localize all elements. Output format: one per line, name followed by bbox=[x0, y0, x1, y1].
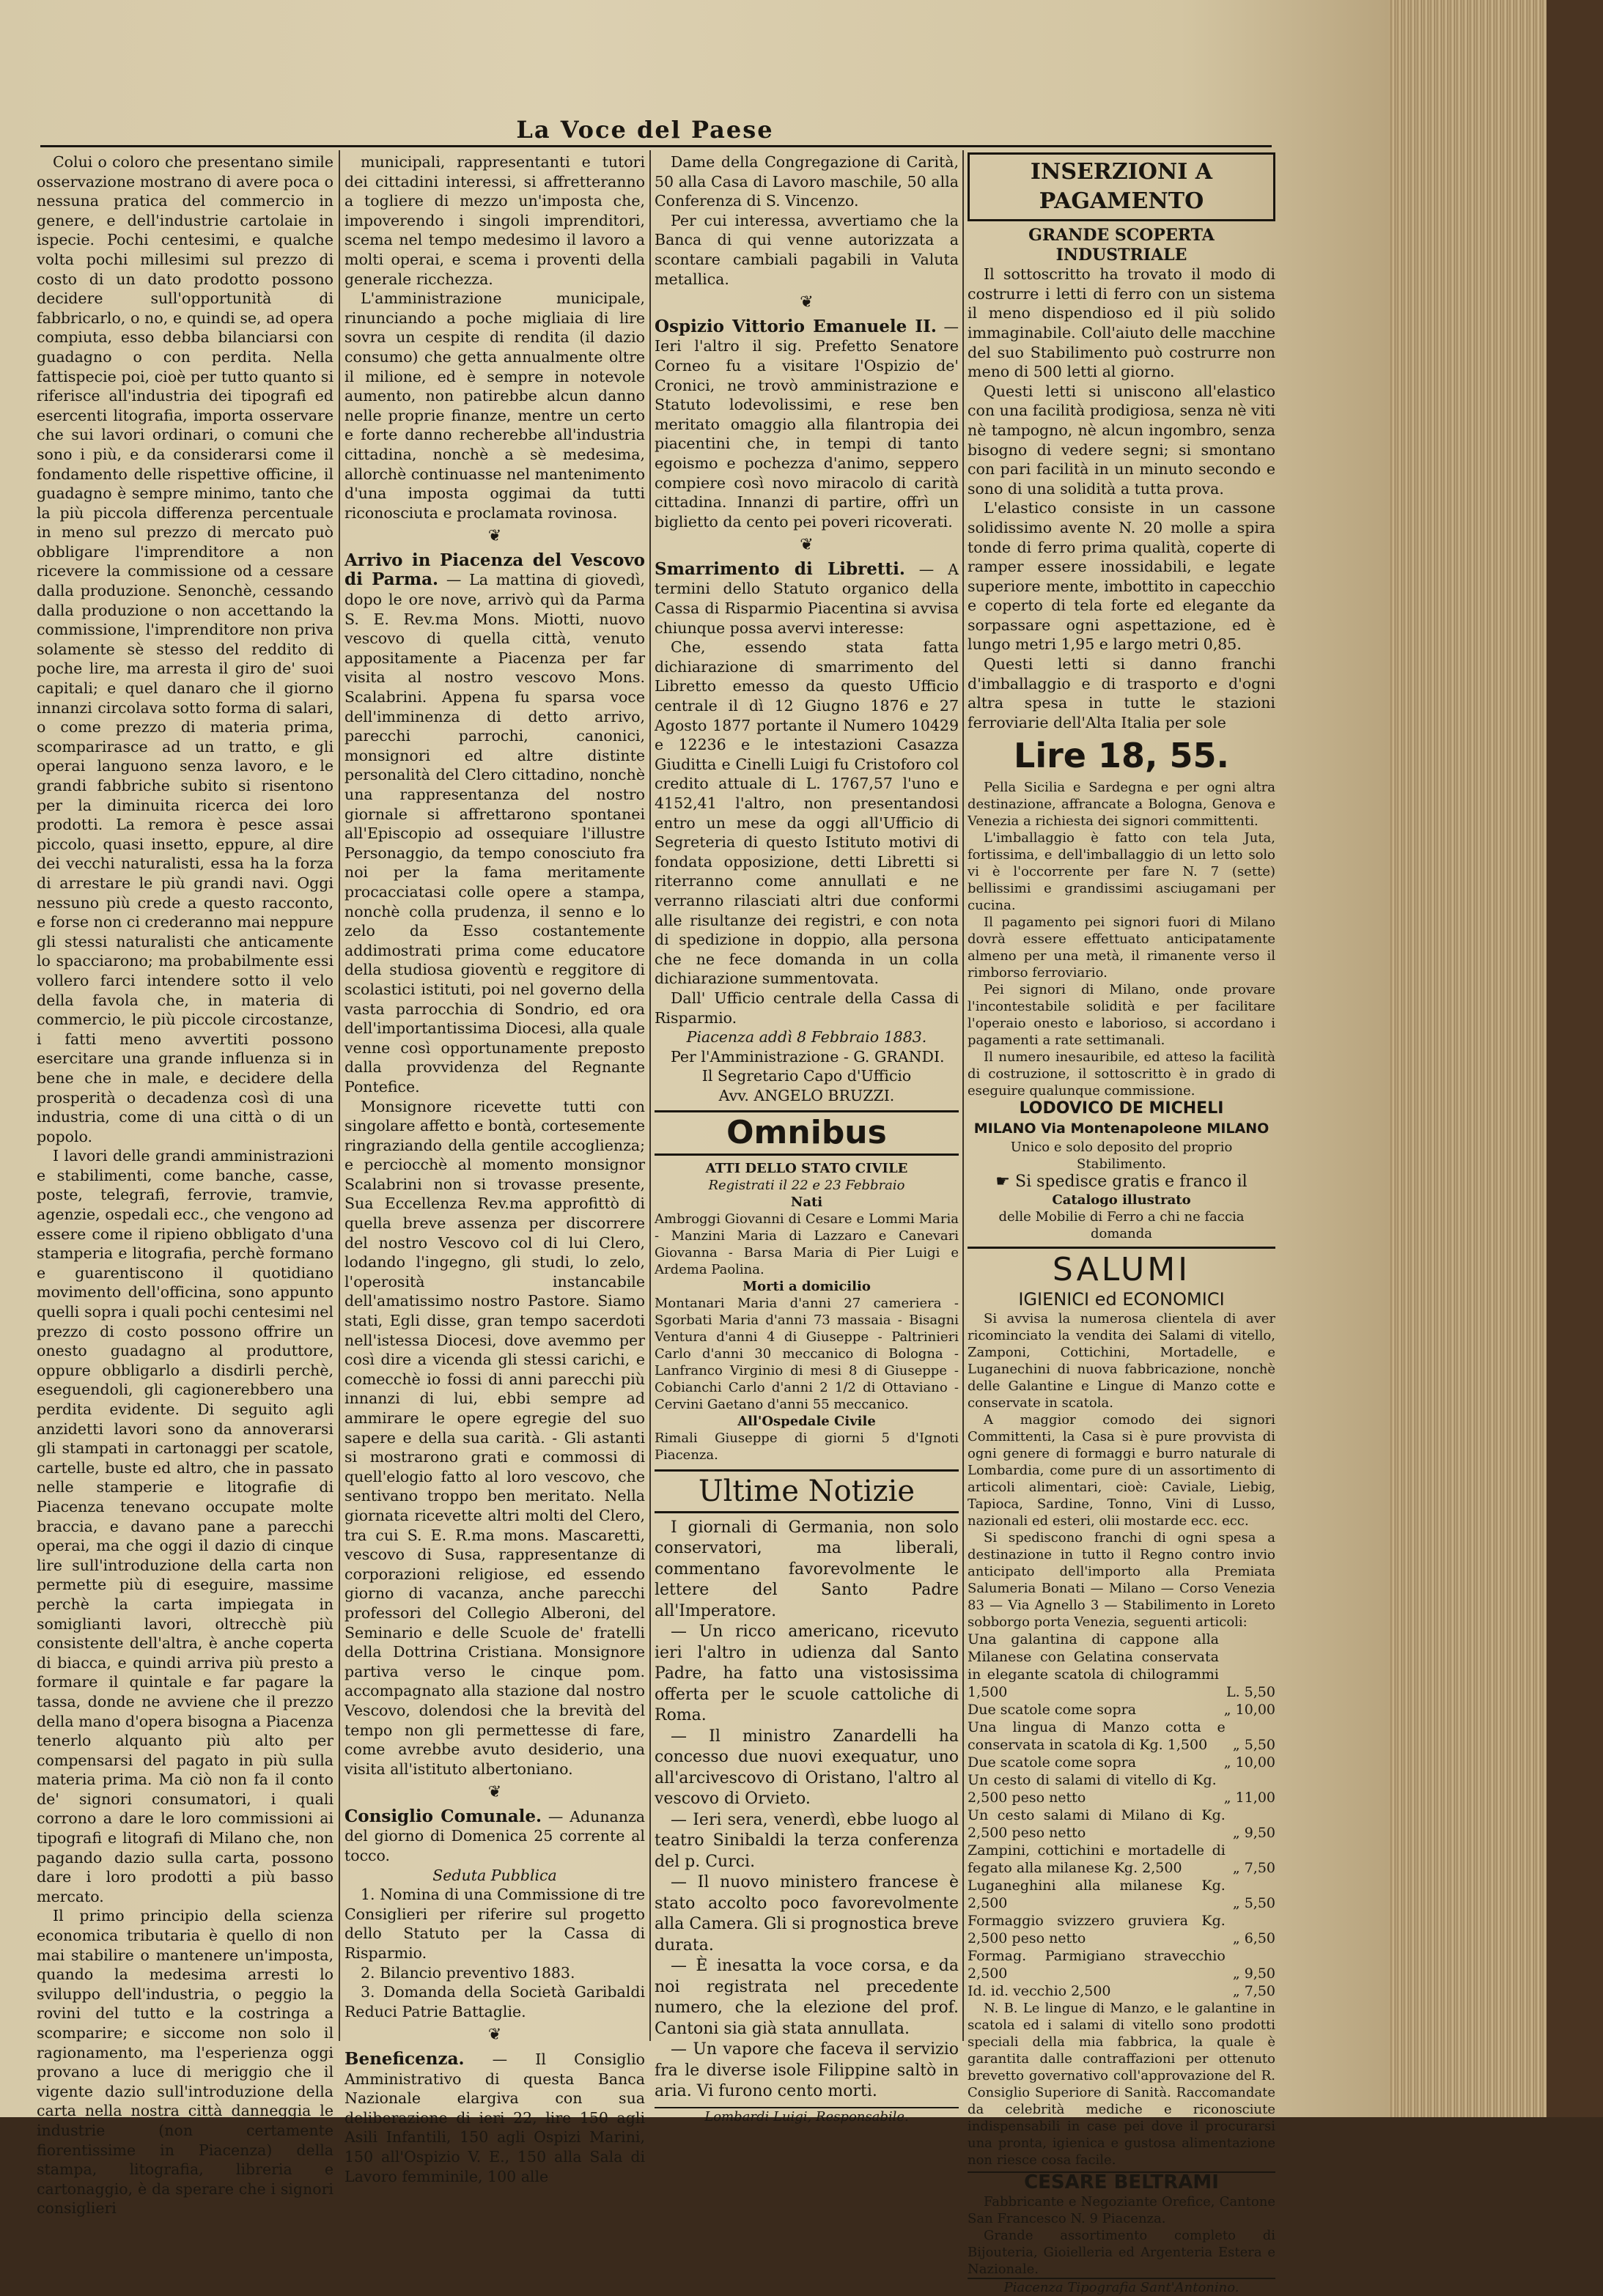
news-item: — È inesatta la voce corsa, e da noi registrata nel precedente numero, che la elezione del prof. Cantoni sia già stata annullata. bbox=[655, 1957, 959, 2038]
paragraph: A maggior comodo dei signori Committenti, la Casa si è pure provvista di ogni genere di formaggi e burro naturale di Lombardia, come pure di un assortimento di articoli alimentari, cioè: Caviale, Liebig, Tapioca, Sardine, Tonno, Vini di Lusso, nazionali ed esteri, olii mostarde ecc. ecc. bbox=[968, 1412, 1275, 1529]
subheading: All'Ospedale Civile bbox=[737, 1413, 876, 1429]
book-spine bbox=[1547, 0, 1603, 2117]
subheading: Registrati il 22 e 23 Febbraio bbox=[708, 1177, 905, 1193]
price-item: Luganeghini alla milanese Kg. 2,500 bbox=[968, 1878, 1226, 1912]
price-value: „ 7,50 bbox=[1232, 1983, 1275, 2000]
price-item: Un cesto di salami di vitello di Kg. 2,500 peso netto bbox=[968, 1772, 1217, 1806]
ornament-icon: ❦ bbox=[487, 1783, 502, 1802]
price-row bbox=[968, 1912, 1275, 1947]
price-row bbox=[968, 1754, 1275, 1771]
advertiser-address: MILANO Via Montenapoleone MILANO bbox=[973, 1121, 1269, 1137]
price-row bbox=[968, 1631, 1275, 1701]
signature: Avv. ANGELO BRUZZI. bbox=[718, 1086, 895, 1104]
column-3 bbox=[655, 152, 959, 2125]
paragraph: Grande assortimento completo di Bijouteria, Gioielleria ed Argenteria Estera e Nazionale. bbox=[968, 2227, 1275, 2277]
section-heading: Ospizio Vittorio Emanuele II. bbox=[655, 316, 937, 336]
omnibus-title: Omnibus bbox=[726, 1113, 887, 1151]
price-item: Formaggio svizzero gruviera Kg. 2,500 peso netto bbox=[968, 1913, 1226, 1947]
paragraph: N. B. Le lingue di Manzo, e le galantine in scatola ed i salami di vitello sono prodotti speciali della mia fabbrica, la quale è garantita dalle contraffazioni per ottenuto brevetto governativo coll'approvazione del R. Consiglio Superiore di Sanità. Raccomandate da celebrità mediche e riconosciute indispensabili in case pei dove il procurarsi una pronta, igienica e gustosa alimentazione non riesce cosa facile. bbox=[968, 2001, 1275, 2168]
paragraph: Dame della Congregazione di Carità, 50 alla Casa di Lavoro maschile, 50 alla Conferenza di S. Vincenzo. bbox=[655, 153, 959, 210]
agenda-item: 1. Nomina di una Commissione di tre Consiglieri per riferire sul progetto dello Statuto per la Cassa di Risparmio. bbox=[344, 1886, 645, 1963]
column-4 bbox=[968, 152, 1275, 2296]
news-item: — Il ministro Zanardelli ha concesso due nuovi exequatur, uno all'arcivescovo di Oristano, l'altro al vescovo di Orvieto. bbox=[655, 1727, 959, 1808]
price-row bbox=[968, 1771, 1275, 1806]
price-item: Due scatole come sopra bbox=[968, 1754, 1137, 1771]
paragraph: Si spediscono franchi di ogni spesa a destinazione in tutto il Regno contro invio anticipato dell'importo alla Premiata Salumeria Bonati — Milano — Corso Venezia 83 — Via Agnello 3 — Stabilimento in Loreto sobborgo porta Venezia, seguenti articoli: bbox=[968, 1530, 1275, 1631]
subheading: Morti a domicilio bbox=[742, 1278, 871, 1294]
paragraph: municipali, rappresentanti e tutori dei cittadini interessi, si affretteranno a togliere di mezzo un'imposta che, impoverendo i singoli imprenditori, scema nel tempo medesimo il lavoro a molti operai, e scema i proventi della generale ricchezza. bbox=[344, 153, 645, 288]
price-row bbox=[968, 1806, 1275, 1842]
paragraph: Questi letti si danno franchi d'imballaggio e di trasporto e d'ogni altra spesa in tutte le stazioni ferroviarie dell'Alta Italia per sole bbox=[968, 655, 1275, 731]
price-item: Una galantina di cappone alla Milanese con Gelatina conservata in elegante scatola di chilogrammi 1,500 bbox=[968, 1631, 1219, 1701]
news-item: — Il nuovo ministero francese è stato accolto poco favorevolmente alla Camera. Gli si prognostica breve durata. bbox=[655, 1873, 959, 1954]
signature: Per l'Amministrazione - G. GRANDI. bbox=[671, 1047, 945, 1066]
news-item: — Un ricco americano, ricevuto ieri l'altro in udienza dal Santo Padre, ha fatto una vistosissima offerta per le scuole cattoliche di Roma. bbox=[655, 1623, 959, 1724]
paragraph: delle Mobilie di Ferro a chi ne faccia domanda bbox=[998, 1209, 1245, 1242]
paragraph: Per cui interessa, avvertiamo che la Banca di qui venne autorizzata a scontare cambiali pagabili in Valuta metallica. bbox=[655, 211, 959, 288]
price-label: Lire 18, 55. bbox=[1014, 736, 1229, 776]
salumi-title: SALUMI bbox=[1052, 1251, 1191, 1289]
price-item: Un cesto salami di Milano di Kg. 2,500 peso netto bbox=[968, 1807, 1226, 1842]
price-row bbox=[968, 1719, 1275, 1754]
section-heading: Beneficenza. bbox=[344, 2049, 465, 2069]
paragraph: L'amministrazione municipale, rinunciando a poche migliaia di lire sovra un cespite di rendita (il dazio consumo) che getta annualmente oltre il milione, ed è sempre in notevole aumento, non patirebbe alcun danno nelle proprie finanze, mentre un certo e forte danno recherebbe all'industria cittadina, nonchè a sè medesima, allorchè continuasse nel mantenimento d'una imposta oggimai da tutti riconosciuta e proclamata rovinosa. bbox=[344, 289, 645, 522]
price-value: „ 5,50 bbox=[1232, 1895, 1275, 1912]
subheading: ATTI DELLO STATO CIVILE bbox=[705, 1160, 908, 1176]
paragraph: Si avvisa la numerosa clientela di aver ricominciato la vendita dei Salami di vitello, Zamponi, Cottichini, Mortadelle, e Luganechini di nuova fabbricazione, nonchè delle Galantine e Lingue di Manzo cotte e conservate in scatola. bbox=[968, 1311, 1275, 1411]
section-heading: Consiglio Comunale. bbox=[344, 1806, 542, 1826]
paragraph: — Adunanza del giorno di Domenica 25 corrente al tocco. bbox=[344, 1807, 646, 1865]
subheading: Nati bbox=[790, 1194, 823, 1210]
price-item: Due scatole come sopra bbox=[968, 1702, 1137, 1719]
paragraph: L'elastico consiste in un cassone solidissimo avente N. 20 molle a spira tonde di ferro prima qualità, coperte di ramper essere inossidabili, e legate superiore mente, imbottito in capecchio e coperto di tela forte ed elegante da sorpassare ogni aspettazione, ed è lungo metri 1,95 e largo metri 0,85. bbox=[968, 499, 1275, 654]
price-value: „ 9,50 bbox=[1232, 1825, 1275, 1842]
ornament-icon: ❦ bbox=[487, 527, 502, 546]
inserzioni-title: INSERZIONI A PAGAMENTO bbox=[1030, 159, 1213, 214]
news-item: I giornali di Germania, non solo conservatori, ma liberali, commentano favorevolmente le lettere del Santo Padre all'Imperatore. bbox=[655, 1518, 959, 1620]
paragraph: — La mattina di giovedì, dopo le ore nove, arrivò quì da Parma S. E. Rev.ma Mons. Miotti, nuovo vescovo di quella città, venuto appositamente a Piacenza per far visita al nostro vescovo Mons. Scalabrini. Appena fu sparsa voce dell'imminenza di detto arrivo, parecchi parrochi, canonici, monsignori ed altre distinte personalità del Clero cittadino, nonchè una rappresentanza del nostro giornale si affrettarono spontanei all'Episcopio ad ossequiare l'illustre Personaggio, da tempo conosciuto fra noi per la fama meritamente procacciatasi colle opere a stampa, nonchè colla prudenza, il senno e lo zelo da Esso costantemente addimostrati prima come educatore della studiosa gioventù e reggitore di scolastici istituti, poi nel governo della vasta parrocchia di Sondrio, ed ora dell'importantissima Diocesi, alla quale venne così opportunamente preposto dalla provvidenza del Regnante Pontefice. bbox=[344, 571, 645, 1096]
paragraph: Che, essendo stata fatta dichiarazione di smarrimento del Libretto emesso da questo Ufficio centrale il dì 12 Giugno 1876 e 27 Agosto 1877 portante il Numero 10429 e 12236 e le intestazioni Casazza Giuditta e Cinelli Luigi fu Cristoforo col credito attuale di L. 1767,57 l'uno e 4152,41 l'altro, non presentandosi entro un mese da oggi all'Ufficio di Segreteria di questo Istituto motivi di fondata opposizione, detti Libretti si riterranno come annullati e ne verranno rilasciati altri due conformi alle risultanze dei registri, e con nota di spedizione in doppio, alla persona che ne fece domanda in un colla dichiarazione summentovata. bbox=[655, 638, 959, 988]
section-heading: Arrivo in Piacenza del Vescovo di Parma. bbox=[344, 550, 645, 590]
column-divider bbox=[962, 150, 964, 2041]
masthead-rule bbox=[40, 145, 1272, 147]
paragraph: Unico e solo deposito del proprio Stabilimento. bbox=[1010, 1139, 1233, 1172]
subheading: Catalogo illustrato bbox=[1052, 1192, 1191, 1208]
price-value: „ 5,50 bbox=[1232, 1737, 1275, 1754]
paragraph: Monsignore ricevette tutti con singolare affetto e bontà, cortesemente ringraziando della gentile accoglienza; e perciocchè al momento monsignor Scalabrini non si trovasse presente, Sua Eccellenza Rev.ma approfittò di quella breve assenza per discorrere del nostro Vescovo col di lui Clero, lodando l'ingegno, gli studi, lo zelo, l'operosità instancabile dell'amatissimo nostro Pastore. Siamo stati, Egli disse, gran tempo sacerdoti nell'istessa Diocesi, dove avemmo per così dire a vicenda gli stessi carichi, e comecchè io fossi di anni parecchi più innanzi di lui, ebbi sempre ad ammirare le opere egregie del suo sapere e della sua carità. - Gli astanti si mostrarono grati e commossi di quell'elogio fatto al loro vescovo, che sentivano troppo ben meritato. Nella giornata ricevette altri molti del Clero, tra cui S. E. R.ma mons. Mascaretti, vescovo di Susa, rappresentanze di corporazioni religiose, ed essendo giorno di vacanza, anche parecchi professori del Collegio Alberoni, del Seminario e delle Scuole de' fratelli della Dottrina Cristiana. Monsignore partiva verso le cinque pom. accompagnato alla stazione dal nostro Vescovo, dolendosi che la brevità del tempo non gli permettesse di fare, come avrebbe avuto desiderio, una visita all'istituto albertoniano. bbox=[344, 1097, 645, 1778]
agenda-item: 2. Bilancio preventivo 1883. bbox=[361, 1963, 575, 1982]
paragraph: Ambroggi Giovanni di Cesare e Lommi Maria - Manzini Maria di Lazzaro e Canevari Giovanna - Barsa Maria di Pier Luigi e Ardema Paolina. bbox=[655, 1211, 959, 1277]
paragraph: Pella Sicilia e Sardegna e per ogni altra destinazione, affrancate a Bologna, Genova e Venezia a richiesta dei signori committenti. bbox=[968, 780, 1275, 830]
section-heading: Smarrimento di Libretti. bbox=[655, 558, 905, 579]
paragraph: Pei signori di Milano, onde provare l'incontestabile solidità e per facilitare l'operaio onesto e laborioso, si accordano i pagamenti a rate settimanali. bbox=[968, 982, 1275, 1049]
paragraph: Il sottoscritto ha trovato il modo di costrurre i letti di ferro con un sistema il meno dispendioso ed il più solido immaginabile. Coll'aiuto delle macchine del suo Stabilimento può costrurre non meno di 500 letti al giorno. bbox=[968, 265, 1275, 381]
paragraph: — A termini dello Statuto organico della Cassa di Risparmio Piacentina si avvisa chiunque possa avervi interesse: bbox=[655, 560, 959, 637]
advertiser-name: CESARE BELTRAMI bbox=[968, 2171, 1275, 2193]
ornament-icon: ❦ bbox=[487, 2026, 502, 2045]
signature: Il Segretario Capo d'Ufficio bbox=[701, 1067, 912, 1085]
masthead: La Voce del Paese bbox=[516, 116, 774, 144]
paragraph: Il pagamento pei signori fuori di Milano dovrà essere effettuato anticipatamente almeno per una metà, il rimanente verso il rimborso ferroviario. bbox=[968, 915, 1275, 981]
price-value: L. 5,50 bbox=[1226, 1684, 1275, 1701]
subheading: Seduta Pubblica bbox=[432, 1866, 557, 1884]
price-row bbox=[968, 1842, 1275, 1877]
date-line: Piacenza addì 8 Febbraio 1883. bbox=[686, 1028, 927, 1047]
printer-line: Piacenza Tipografia Sant'Antonino. bbox=[968, 2278, 1275, 2296]
paragraph: Il primo principio della scienza economica tributaria è quello di non mai stabilire o mantenere un'imposta, quando la medesima arresti lo sviluppo dell'industria, o peggio la rovini del tutto e la costringa a scomparire; e siccome non solo il ragionamento, ma l'esperienza oggi provano a luce di meriggio che il vigente dazio sull'introduzione della carta nella nostra città danneggia le industrie (non certamente fiorentissime in Piacenza) della stampa, litografia, libreria e cartonaggio, è da sperare che i signori consiglieri bbox=[37, 1907, 334, 2218]
column-divider bbox=[649, 150, 651, 2041]
paragraph: — Ieri l'altro il sig. Prefetto Senatore Corneo fu a visitare l'Ospizio de' Cronici, ne trovò amministrazione e Statuto lodevolissimi, e rese ben meritato omaggio alla filantropia dei piacentini che, in tempi di tanto egoismo e pochezza d'animo, seppero compiere così novo miracolo di carità cittadina. Innanzi di partire, offrì un biglietto da cento pei poveri ricoverati. bbox=[655, 317, 959, 531]
paragraph: Questi letti si uniscono all'elastico con una facilità prodigiosa, senza nè viti nè tampogno, nè alcun ingombro, senza bisogno di vedere segni; si smontano con pari facilità in un minuto secondo e sono di una solidità a tutta prova. bbox=[968, 382, 1275, 498]
price-value: „ 11,00 bbox=[1223, 1790, 1275, 1806]
column-1 bbox=[37, 152, 334, 2218]
price-item: Id. id. vecchio 2,500 bbox=[968, 1983, 1111, 2000]
paragraph: I lavori delle grandi amministrazioni e stabilimenti, come banche, casse, poste, telegrafi, ferrovie, tramvie, agenzie, ospedali ecc., che vengono ad essere come il ripieno obbligato d'una stamperia e litografia, perchè formano e guarentiscono il quotidiano movimento dell'officina, sono appunto quelli sopra i quali pochi centesimi nel prezzo di costo possono offrire un onesto guadagno al produttore, oppure obbligarlo a disdirli perchè, eseguendoli, gli cagionerebbero una perdita evidente. Di seguito agli anzidetti lavori sono da annoverarsi gli stampati in cartonaggi per scatole, cartelle, buste ed altro, che in passato nelle stamperie e litografie di Piacenza tenevano occupate molte braccia, e davano pane a parecchi operai, ma che oggi il dazio di cinque lire sull'introduzione della carta non permette più di eseguire, massime perchè la carta impiegata in somiglianti lavori, oltrecchè più consistente dell'altra, è anche coperta di biacca, e quindi arriva più presto a formare il quintale e far pagare la tassa, donde ne avviene che il prezzo della mano d'opera bisogna a Piacenza tenerlo alquanto più alto per compensarsi del pagato in più sulla materia prima. Ma ciò non fa il conto de' signori consumatori, i quali corrono a dare le loro commissioni ai tipografi e litografi di Milano che, non pagando dazio sulla carta, possono dare i loro prodotti a più basso mercato. bbox=[37, 1147, 334, 1905]
price-item: Formag. Parmigiano stravecchio 2,500 bbox=[968, 1948, 1226, 1982]
price-row bbox=[968, 1877, 1275, 1912]
ornament-icon: ❦ bbox=[800, 536, 814, 555]
price-item: Una lingua di Manzo cotta e conservata in scatola di Kg. 1,500 bbox=[968, 1719, 1226, 1754]
paragraph: L'imballaggio è fatto con tela Juta, fortissima, e dell'imballaggio di un letto solo vi è l'occorrente per fare N. 7 (sette) bellissimi e grandissimi asciugamani per cucina. bbox=[968, 830, 1275, 914]
salumi-subtitle: IGIENICI ed ECONOMICI bbox=[1018, 1289, 1225, 1310]
advertiser-name: LODOVICO DE MICHELI bbox=[1019, 1099, 1224, 1118]
ultime-header bbox=[655, 1469, 959, 1513]
footer-responsabile: Lombardi Luigi, Responsabile. bbox=[655, 2107, 959, 2125]
paragraph: Fabbricante e Negoziante Orefice, Cantone San Francesco N. 9 Piacenza. bbox=[968, 2193, 1275, 2226]
agenda-item: 3. Domanda della Società Garibaldi Reduci Patrie Battaglie. bbox=[344, 1983, 645, 2020]
column-2 bbox=[344, 152, 645, 2186]
subheading: GRANDE SCOPERTA INDUSTRIALE bbox=[1028, 226, 1215, 265]
ornament-icon: ❦ bbox=[800, 293, 814, 312]
paragraph: Si spedisce gratis e franco il bbox=[1015, 1172, 1248, 1191]
price-row bbox=[968, 1982, 1275, 2000]
price-item: Zampini, cottichini e mortadelle di fegato alla milanese Kg. 2,500 bbox=[968, 1842, 1226, 1877]
paragraph: Montanari Maria d'anni 27 cameriera - Sgorbati Maria d'anni 73 massaia - Bisagni Ventura d'anni 4 di Giuseppe - Paltrinieri Carlo d'anni 30 meccanico di Bologna - Lanfranco Virginio di mesi 8 di Giuseppe - Cobianchi Carlo d'anni 2 1/2 di Ottaviano - Cervini Gaetano d'anni 55 meccanico. bbox=[655, 1295, 959, 1412]
paragraph: Dall' Ufficio centrale della Cassa di Risparmio. bbox=[655, 989, 959, 1027]
price-value: „ 9,50 bbox=[1232, 1965, 1275, 1982]
news-item: — Ieri sera, venerdì, ebbe luogo al teatro Sinibaldi la terza conferenza del p. Curci. bbox=[655, 1810, 959, 1871]
price-list bbox=[968, 1631, 1275, 2000]
price-row bbox=[968, 1701, 1275, 1719]
price-value: „ 7,50 bbox=[1232, 1860, 1275, 1877]
pointing-hand-icon: ☛ bbox=[995, 1172, 1011, 1191]
omnibus-header bbox=[655, 1110, 959, 1156]
price-value: „ 10,00 bbox=[1223, 1702, 1275, 1719]
paragraph: Colui o coloro che presentano simile osservazione mostrano di avere poca o nessuna pratica del commercio in genere, e dell'industrie cartolaie in ispecie. Pochi centesimi, e qualche volta pochi millesimi sul prezzo di costo di un dato prodotto possono decidere sull'opportunità di fabbricarlo, o no, e quindi se, ad opera compiuta, esso debba bilanciarsi con guadagno o con perdita. Nella fattispecie poi, cioè per tutto quanto si riferisce all'industria dei tipografi ed esercenti litografia, importa osservare che sui lavori ordinari, o comuni che sono i più, e da considerarsi come il fondamento delle rispettive officine, il guadagno è sempre minimo, tanto che la più piccola differenza percentuale in meno sul prezzo di mercato può obbligare l'imprenditore a non ricevere la commissione od a cessare dalla produzione. Senonchè, cessando dalla produzione o non accettando la commissione, l'imprenditore non priva solamente sè stesso del reddito di poche lire, ma arresta il giro de' suoi capitali; e quel danaro che il giorno innanzi circolava sotto forma di salari, o come prezzo di materia prima, scomparirasce ad un tratto, e gli operai languono senza lavoro, e le grandi fabbriche subito si risentono per la diminuita ricerca dei loro prodotti. La remora è pesce assai piccolo, quasi insetto, eppure, al dire dei vecchi naturalisti, essa ha la forza di arrestare le più grandi navi. Oggi nessuno più crede a questo racconto, e forse non ci crederanno mai neppure gli stessi naturalisti che anticamente lo spacciarono; ma probabilmente essi vollero farci intendere sotto il velo della favola che, in materia di commercio, le più piccole circostanze, i fatti meno avvertiti possono esercitare una grande influenza si in bene che in male, e decidere della prosperità o decadenza così di una industria, come di una città o di un popolo. bbox=[37, 153, 334, 1145]
price-value: „ 10,00 bbox=[1223, 1754, 1275, 1771]
news-item: — Un vapore che faceva il servizio fra le diverse isole Filippine saltò in aria. Vi furono cento morti. bbox=[655, 2040, 959, 2100]
price-row bbox=[968, 1947, 1275, 1982]
paragraph: Rimali Giuseppe di giorni 5 d'Ignoti Piacenza. bbox=[655, 1430, 959, 1463]
ultime-title: Ultime Notizie bbox=[698, 1474, 915, 1508]
paragraph: Il numero inesauribile, ed atteso la facilità di costruzione, il sottoscritto è in grado di eseguire qualunque commissione. bbox=[968, 1049, 1275, 1099]
column-divider bbox=[339, 150, 340, 2041]
price-value: „ 6,50 bbox=[1232, 1930, 1275, 1947]
paragraph: — Il Consiglio Amministrativo di questa Banca Nazionale elargiva con sua deliberazione di ieri 22, lire 150 agli Asili Infantili, 150 agli Ospizi Marini, 150 all'Ospizio V. E., 150 alla Sala di Lavoro femminile, 100 alle bbox=[344, 2050, 645, 2185]
inserzioni-box bbox=[968, 152, 1275, 221]
